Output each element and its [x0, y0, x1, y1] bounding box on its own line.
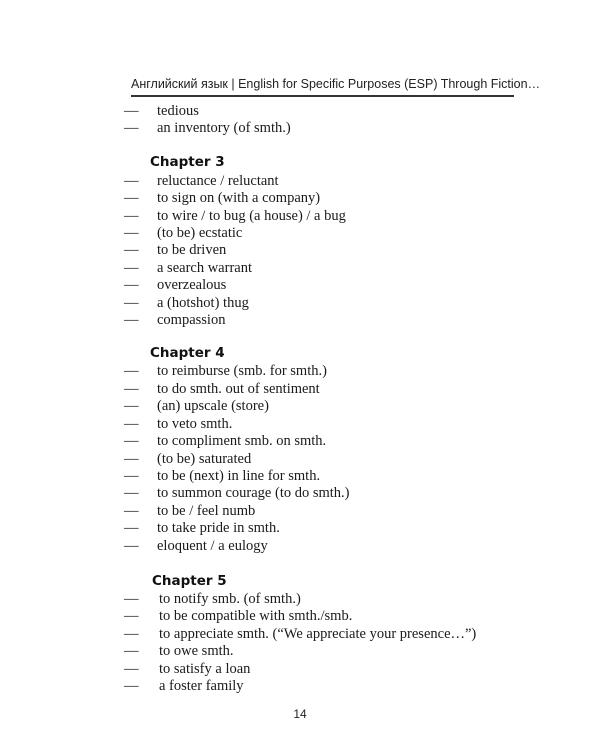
term: tedious [157, 103, 199, 119]
chapter-heading: Chapter 4 [150, 345, 225, 362]
dash: — [124, 590, 139, 607]
list-item [124, 433, 544, 450]
term: compassion [157, 312, 226, 329]
intro-list [124, 103, 544, 138]
term: to compliment smb. on smth. [157, 433, 327, 450]
term: to take pride in smth. [157, 520, 280, 537]
list-item [124, 591, 544, 608]
list-item [124, 485, 544, 502]
dash: — [124, 259, 139, 276]
dash: — [124, 433, 139, 450]
list-item [124, 661, 544, 678]
list-item [124, 608, 544, 625]
term: to appreciate smth. (“We appreciate your presence…”) [159, 625, 477, 642]
term: to be driven [157, 242, 227, 259]
list-item [124, 363, 544, 380]
dash: — [124, 415, 139, 432]
dash: — [124, 537, 139, 554]
page-number: 14 [293, 707, 307, 721]
list-item [124, 260, 544, 277]
term: to be (next) in line for smth. [157, 467, 321, 484]
term: (to be) ecstatic [157, 225, 243, 242]
term: overzealous [157, 277, 227, 294]
term: a (hotshot) thug [157, 294, 249, 311]
term: to reimburse (smb. for smth.) [157, 363, 327, 380]
list-item [124, 503, 544, 520]
dash: — [124, 485, 139, 502]
header-rule [131, 95, 514, 97]
term: to be / feel numb [157, 502, 256, 519]
term: (to be) saturated [157, 450, 252, 467]
dash: — [124, 207, 139, 224]
term: an inventory (of smth.) [157, 120, 291, 137]
list-item [124, 242, 544, 259]
list-item [124, 173, 544, 190]
list-item [124, 538, 544, 555]
dash: — [124, 520, 139, 537]
term: reluctance / reluctant [157, 172, 279, 189]
list-item [124, 381, 544, 398]
dash: — [124, 643, 139, 660]
term: (an) upscale (store) [157, 398, 269, 415]
term: a foster family [159, 677, 244, 694]
dash: — [124, 120, 139, 137]
list-item [124, 416, 544, 433]
dash: — [124, 450, 139, 467]
list-item [124, 295, 544, 312]
chapter-heading: Chapter 5 [152, 572, 227, 589]
term: to owe smth. [159, 643, 234, 660]
vocabulary-content [124, 103, 544, 695]
list-item [124, 678, 544, 695]
dash: — [124, 172, 139, 189]
dash: — [124, 242, 139, 259]
list-item [124, 277, 544, 294]
dash: — [124, 398, 139, 415]
running-header: Английский язык | English for Specific Purposes (ESP) Through Fiction… [131, 77, 541, 91]
list-item [124, 468, 544, 485]
dash: — [124, 103, 139, 119]
term: to wire / to bug (a house) / a bug [157, 207, 346, 224]
list-item [124, 520, 544, 537]
list-item [124, 208, 544, 225]
dash: — [124, 190, 139, 207]
term: a search warrant [157, 259, 252, 276]
list-item [124, 225, 544, 242]
dash: — [124, 467, 139, 484]
list-item [124, 103, 544, 120]
dash: — [124, 312, 139, 329]
dash: — [124, 502, 139, 519]
dash: — [124, 363, 139, 380]
term: to sign on (with a company) [157, 190, 321, 207]
term: eloquent / a eulogy [157, 537, 268, 554]
dash: — [124, 677, 139, 694]
chapter-5-list [124, 591, 544, 695]
dash: — [124, 608, 139, 625]
list-item [124, 312, 544, 329]
list-item [124, 190, 544, 207]
term: to notify smb. (of smth.) [159, 590, 301, 607]
dash: — [124, 380, 139, 397]
chapter-4-list [124, 363, 544, 554]
dash: — [124, 294, 139, 311]
chapter-heading: Chapter 3 [150, 153, 225, 170]
list-item [124, 626, 544, 643]
dash: — [124, 660, 139, 677]
term: to do smth. out of sentiment [157, 380, 320, 397]
dash: — [124, 625, 139, 642]
dash: — [124, 277, 139, 294]
term: to veto smth. [157, 415, 233, 432]
term: to summon courage (to do smth.) [157, 485, 350, 502]
term: to satisfy a loan [159, 660, 251, 677]
list-item [124, 120, 544, 137]
dash: — [124, 225, 139, 242]
term: to be compatible with smth./smb. [159, 608, 353, 625]
chapter-3-list [124, 173, 544, 330]
list-item [124, 451, 544, 468]
list-item [124, 643, 544, 660]
list-item [124, 398, 544, 415]
